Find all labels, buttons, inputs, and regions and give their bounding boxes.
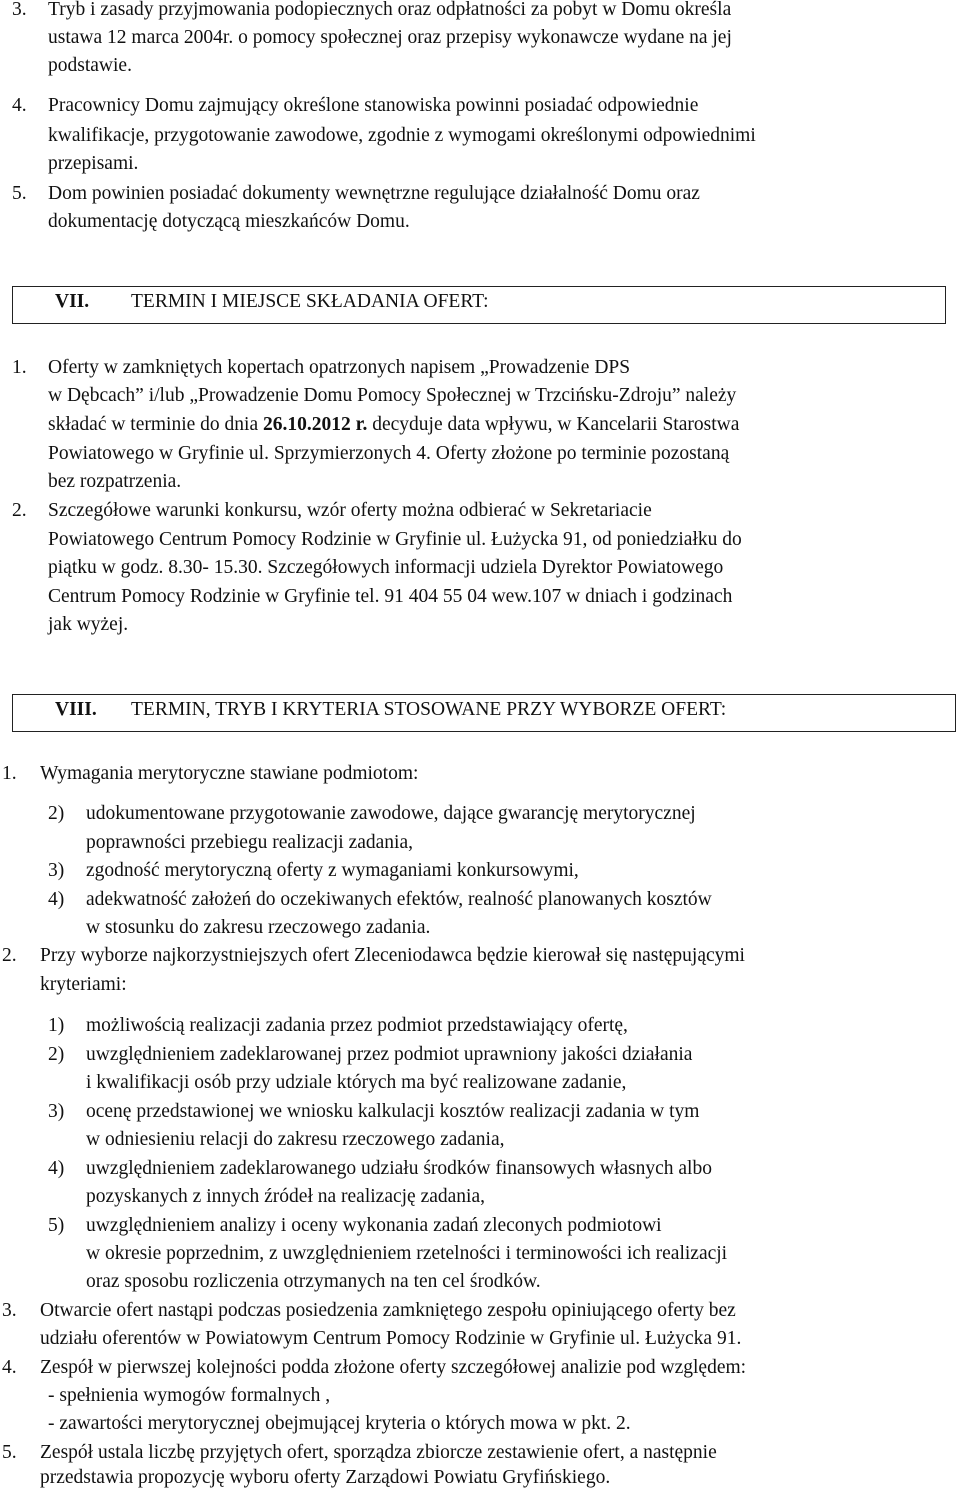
sub-item-text: pozyskanych z innych źródeł na realizację zadania,	[86, 1186, 485, 1207]
item-text: bez rozpatrzenia.	[48, 471, 182, 492]
item-text: dokumentację dotyczącą mieszkańców Domu.	[48, 211, 410, 232]
sub-item-number: 5)	[48, 1215, 65, 1236]
item-text: Centrum Pomocy Rodzinie w Gryfinie tel. 91 404 55 04 wew.107 w dniach i godzinach	[48, 586, 733, 607]
section-heading-viii	[12, 694, 956, 732]
sub-item-text: oraz sposobu rozliczenia otrzymanych na ten cel środków.	[86, 1271, 541, 1292]
item-number: 3.	[2, 1300, 17, 1321]
item-text: Zespół w pierwszej kolejności podda złożone oferty szczegółowej analizie pod względem:	[40, 1357, 747, 1378]
section-title: TERMIN I MIEJSCE SKŁADANIA OFERT:	[131, 291, 489, 312]
item-number: 4.	[12, 95, 27, 116]
sub-item-text: uwzględnieniem zadeklarowanej przez podmiot uprawniony jakości działania	[86, 1044, 693, 1065]
item-text: Pracownicy Domu zajmujący określone stanowiska powinni posiadać odpowiednie	[48, 95, 699, 116]
item-number: 5.	[12, 183, 27, 204]
item-text: Otwarcie ofert nastąpi podczas posiedzenia zamkniętego zespołu opiniującego oferty bez	[40, 1300, 736, 1321]
sub-item-text: adekwatność założeń do oczekiwanych efektów, realność planowanych kosztów	[86, 889, 712, 910]
sub-item-number: 3)	[48, 1101, 65, 1122]
sub-item-number: 2)	[48, 803, 65, 824]
item-text: piątku w godz. 8.30- 15.30. Szczegółowych informacji udziela Dyrektor Powiatowego	[48, 557, 724, 578]
sub-item-text: zgodność merytoryczną oferty z wymaganiami konkursowymi,	[86, 860, 579, 881]
item-number: 5.	[2, 1442, 17, 1463]
item-number: 1.	[2, 763, 17, 784]
sub-item-text: możliwością realizacji zadania przez podmiot przedstawiający ofertę,	[86, 1015, 628, 1036]
item-text: Powiatowego Centrum Pomocy Rodzinie w Gryfinie ul. Łużycka 91, od poniedziałku do	[48, 529, 742, 550]
item-number: 2.	[12, 500, 27, 521]
sub-item-number: 2)	[48, 1044, 65, 1065]
item-text: - spełnienia wymogów formalnych ,	[48, 1385, 331, 1406]
item-number: 1.	[12, 357, 27, 378]
item-text: decyduje data wpływu, w Kancelarii Starostwa	[367, 414, 740, 435]
item-number: 2.	[2, 945, 17, 966]
deadline-date: 26.10.2012 r.	[262, 414, 368, 435]
sub-item-text: w odniesieniu relacji do zakresu rzeczowego zadania,	[86, 1129, 505, 1150]
item-text: Przy wyborze najkorzystniejszych ofert Zleceniodawca będzie kierował się następującymi	[40, 945, 745, 966]
item-text: składać w terminie do dnia	[48, 414, 263, 435]
sub-item-number: 1)	[48, 1015, 65, 1036]
sub-item-number: 3)	[48, 860, 65, 881]
sub-item-text: poprawności przebiegu realizacji zadania,	[86, 832, 413, 853]
sub-item-text: w okresie poprzednim, z uwzględnieniem rzetelności i terminowości ich realizacji	[86, 1243, 728, 1264]
item-text: Zespół ustala liczbę przyjętych ofert, sporządza zbiorcze zestawienie ofert, a następnie	[40, 1442, 717, 1463]
sub-item-text: udokumentowane przygotowanie zawodowe, dające gwarancję merytorycznej	[86, 803, 696, 824]
item-number: 3.	[12, 0, 27, 20]
item-text: ustawa 12 marca 2004r. o pomocy społecznej oraz przepisy wykonawcze wydane na jej	[48, 27, 732, 48]
section-number: VII.	[55, 291, 90, 312]
item-text: Powiatowego w Gryfinie ul. Sprzymierzonych 4. Oferty złożone po terminie pozostaną	[48, 443, 730, 464]
item-text: w Dębcach” i/lub „Prowadzenie Domu Pomocy Społecznej w Trzcińsku-Zdroju” należy	[48, 385, 737, 406]
item-text: Oferty w zamkniętych kopertach opatrzonych napisem „Prowadzenie DPS	[48, 357, 631, 378]
sub-item-text: w stosunku do zakresu rzeczowego zadania.	[86, 917, 431, 938]
sub-item-text: i kwalifikacji osób przy udziale których ma być realizowane zadanie,	[86, 1072, 627, 1093]
item-text: przedstawia propozycję wyboru oferty Zarządowi Powiatu Gryfińskiego.	[40, 1467, 611, 1488]
item-text: jak wyżej.	[48, 614, 129, 635]
item-text: kwalifikacje, przygotowanie zawodowe, zgodnie z wymogami określonymi odpowiednimi	[48, 125, 756, 146]
item-text: przepisami.	[48, 153, 139, 174]
section-number: VIII.	[55, 699, 97, 720]
item-text: Dom powinien posiadać dokumenty wewnętrzne regulujące działalność Domu oraz	[48, 183, 700, 204]
section-heading-vii	[12, 286, 946, 324]
sub-item-number: 4)	[48, 889, 65, 910]
sub-item-text: uwzględnieniem analizy i oceny wykonania zadań zleconych podmiotowi	[86, 1215, 662, 1236]
item-text: Szczegółowe warunki konkursu, wzór oferty można odbierać w Sekretariacie	[48, 500, 652, 521]
sub-item-number: 4)	[48, 1158, 65, 1179]
item-text: podstawie.	[48, 55, 132, 76]
sub-item-text: uwzględnieniem zadeklarowanego udziału środków finansowych własnych albo	[86, 1158, 712, 1179]
item-number: 4.	[2, 1357, 17, 1378]
item-text: udziału oferentów w Powiatowym Centrum Pomocy Rodzinie w Gryfinie ul. Łużycka 91.	[40, 1328, 742, 1349]
section-title: TERMIN, TRYB I KRYTERIA STOSOWANE PRZY WYBORZE OFERT:	[131, 699, 727, 720]
item-text: kryteriami:	[40, 974, 127, 995]
item-text: Tryb i zasady przyjmowania podopiecznych oraz odpłatności za pobyt w Domu określa	[48, 0, 732, 20]
item-text: Wymagania merytoryczne stawiane podmiotom:	[40, 763, 419, 784]
sub-item-text: ocenę przedstawionej we wniosku kalkulacji kosztów realizacji zadania w tym	[86, 1101, 700, 1122]
item-text: - zawartości merytorycznej obejmującej kryteria o których mowa w pkt. 2.	[48, 1413, 631, 1434]
